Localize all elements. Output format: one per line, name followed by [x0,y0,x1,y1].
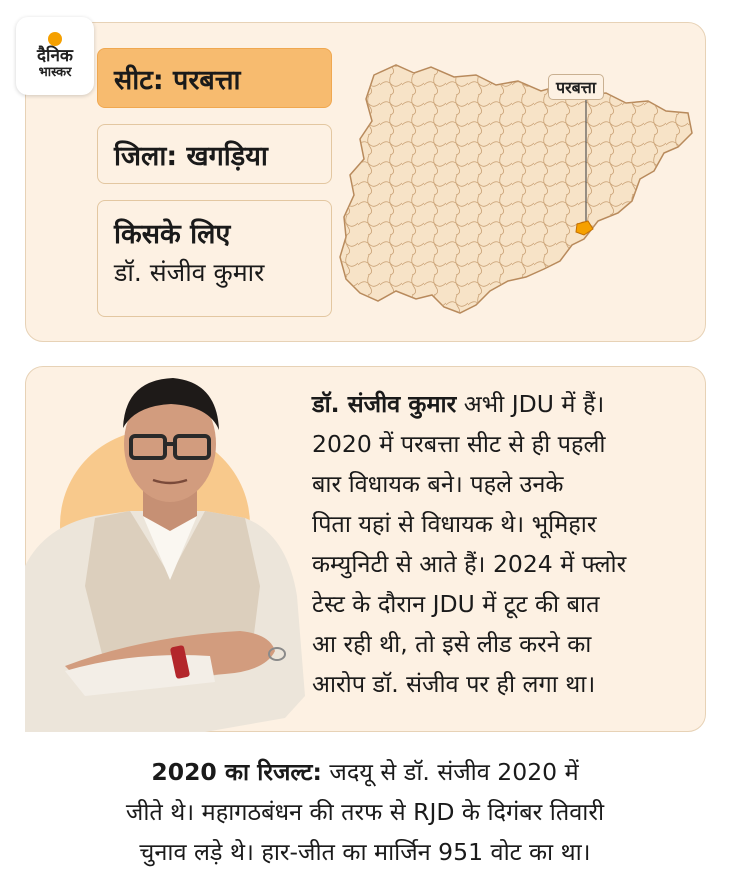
bio-text [312,384,702,704]
district-text: जिला: खगड़िया [114,140,268,172]
result-line: चुनाव लड़े थे। हार-जीत का मार्जिन 951 वोट का था। [139,838,591,866]
bio-line: कम्युनिटी से आते हैं। 2024 में फ्लोर [312,550,627,578]
for-whom-title: किसके लिए [114,219,231,250]
seat-text: सीट: परबत्ता [114,64,241,96]
result-text [0,752,730,872]
district-pill [97,124,332,184]
bihar-map [336,55,698,335]
sun-icon [48,32,62,46]
logo-line2: भास्कर [38,65,72,80]
bio-line: पिता यहां से विधायक थे। भूमिहार [312,510,597,538]
result-label: 2020 का रिजल्ट: [151,758,322,786]
bio-line: बार विधायक बने। पहले उनके [312,470,564,498]
candidate-pill [97,200,332,317]
candidate-photo [25,366,315,732]
bio-line: 2020 में परबत्ता सीट से ही पहली [312,430,606,458]
result-line: जीते थे। महागठबंधन की तरफ से RJD के दिगंबर तिवारी [125,798,605,826]
logo-line1: दैनिक [37,46,73,66]
candidate-name: डॉ. संजीव कुमार [114,258,265,287]
bio-line: टेस्ट के दौरान JDU में टूट की बात [312,590,600,618]
dainik-bhaskar-logo [16,17,94,95]
result-line: जदयू से डॉ. संजीव 2020 में [321,758,579,786]
bio-line: आरोप डॉ. संजीव पर ही लगा था। [312,670,596,698]
bio-line: अभी JDU में हैं। [456,390,605,418]
bio-line: आ रही थी, तो इसे लीड करने का [312,630,592,658]
map-label-parbatta: परबत्ता [548,74,604,100]
seat-pill [97,48,332,108]
bio-name: डॉ. संजीव कुमार [312,390,457,418]
